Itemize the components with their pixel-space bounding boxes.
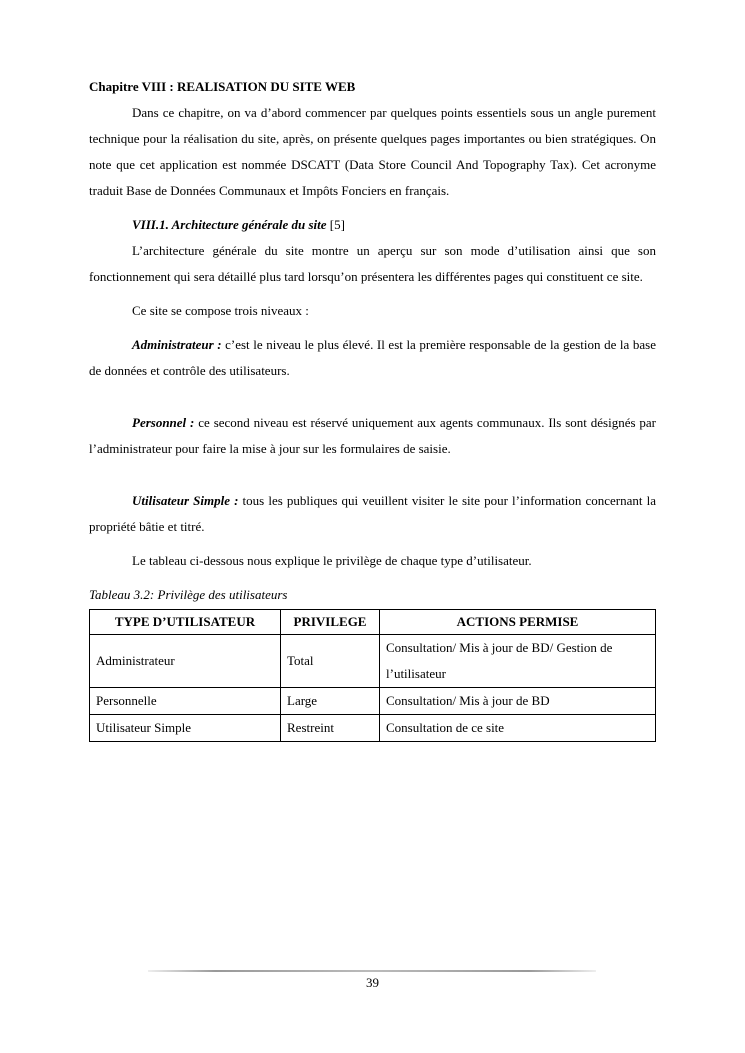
cell-actions: Consultation de ce site [380, 715, 656, 742]
header-privilege: PRIVILEGE [281, 610, 380, 635]
cell-type: Utilisateur Simple [90, 715, 281, 742]
header-type: TYPE D’UTILISATEUR [90, 610, 281, 635]
page-number: 39 [366, 975, 379, 990]
table-caption: Tableau 3.2: Privilège des utilisateurs [89, 587, 288, 602]
chapter-title: Chapitre VIII : REALISATION DU SITE WEB [89, 79, 356, 94]
header-actions: ACTIONS PERMISE [380, 610, 656, 635]
architecture-paragraph: L’architecture générale du site montre un aperçu sur son mode d’utilisation ainsi que son fonctionnement qui sera détaillé plus tard lorsqu’on présentera les différentes pages qui constituent ce site. [89, 243, 656, 284]
section-reference: [5] [329, 217, 345, 232]
levels-intro: Ce site se compose trois niveaux : [132, 303, 309, 318]
role-administrateur [89, 332, 656, 384]
role-name: Utilisateur Simple : [132, 493, 239, 508]
document-page [89, 74, 656, 742]
cell-privilege: Large [281, 688, 380, 715]
intro-paragraph: Dans ce chapitre, on va d’abord commencer par quelques points essentiels sous un angle purement technique pour la réalisation du site, après, on présente quelques pages importantes ou bien stratégiques. On note que cet application est nommée DSCATT (Data Store Council And Topography Tax). Cet acronyme traduit Base de Données Communaux et Impôts Fonciers en français. [89, 105, 656, 198]
cell-privilege: Total [281, 635, 380, 688]
table-intro: Le tableau ci-dessous nous explique le privilège de chaque type d’utilisateur. [132, 553, 532, 568]
table-row [90, 688, 656, 715]
role-description: ce second niveau est réservé uniquement aux agents communaux. Ils sont désignés par l’administrateur pour faire la mise à jour sur les formulaires de saisie. [89, 415, 657, 456]
role-description: tous les publiques qui veuillent visiter le site pour l’information concernant la propriété bâtie et titré. [89, 493, 656, 534]
cell-actions: Consultation/ Mis à jour de BD [380, 688, 656, 715]
role-name: Personnel : [132, 415, 195, 430]
table-row [90, 715, 656, 742]
role-personnel [89, 410, 656, 462]
cell-privilege: Restreint [281, 715, 380, 742]
table-header-row [90, 610, 656, 635]
cell-type: Administrateur [90, 635, 281, 688]
table-row [90, 635, 656, 688]
section-title: VIII.1. Architecture générale du site [132, 217, 327, 232]
privileges-table [89, 609, 656, 742]
cell-actions: Consultation/ Mis à jour de BD/ Gestion de l’utilisateur [380, 635, 656, 688]
cell-type: Personnelle [90, 688, 281, 715]
footer-divider [148, 970, 596, 972]
section-heading [89, 212, 656, 238]
role-name: Administrateur : [132, 337, 222, 352]
role-description: c’est le niveau le plus élevé. Il est la première responsable de la gestion de la base de données et contrôle des utilisateurs. [89, 337, 656, 378]
role-utilisateur-simple [89, 488, 656, 540]
